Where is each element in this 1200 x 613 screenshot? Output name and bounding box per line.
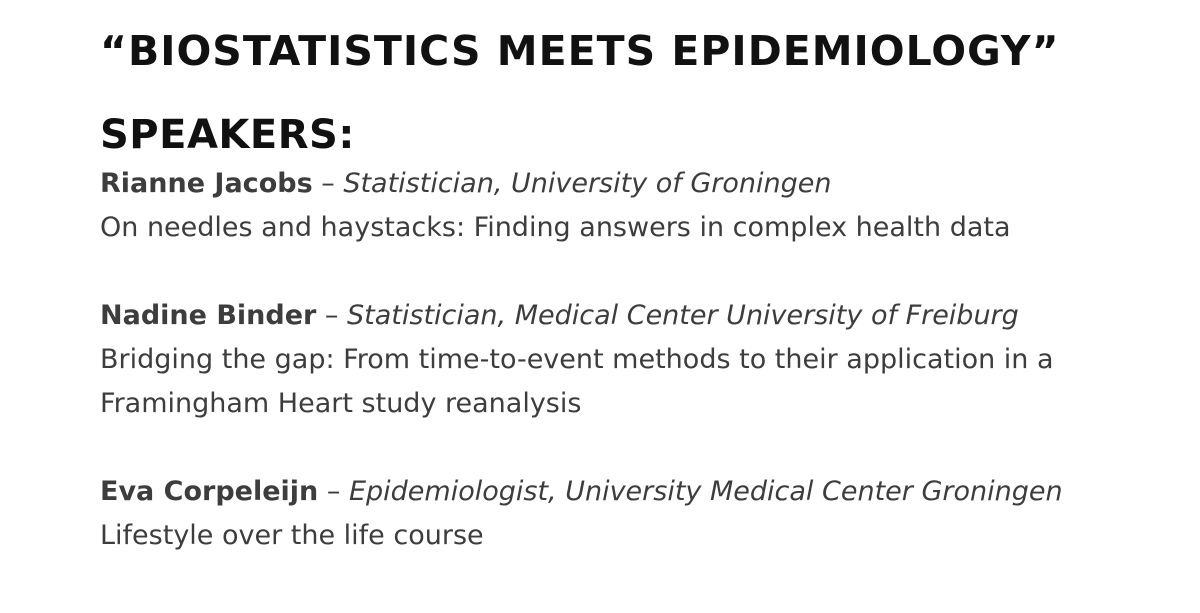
speaker-entry (100, 294, 1160, 426)
speaker-entry (100, 470, 1160, 558)
speaker-line (100, 294, 1160, 338)
speaker-name: Rianne Jacobs (100, 168, 313, 199)
speaker-entry (100, 162, 1160, 250)
speaker-separator: – (312, 168, 344, 199)
speaker-role: Statistician, Medical Center University of Freiburg (347, 300, 1019, 331)
speaker-name: Eva Corpeleijn (100, 476, 319, 507)
talk-title-line: Lifestyle over the life course (100, 520, 484, 551)
speaker-line (100, 162, 1160, 206)
speaker-role: Statistician, University of Groningen (343, 168, 832, 199)
speakers-heading: SPEAKERS: (100, 112, 355, 158)
event-announcement (100, 22, 1160, 558)
speaker-separator: – (318, 476, 349, 507)
talk-title-line: Framingham Heart study reanalysis (100, 388, 582, 419)
speaker-separator: – (316, 300, 348, 331)
talk-title-line: On needles and haystacks: Finding answers in complex health data (100, 212, 1011, 243)
event-title: “BIOSTATISTICS MEETS EPIDEMIOLOGY” (100, 27, 1060, 75)
speaker-role: Epidemiologist, University Medical Center Groningen (348, 476, 1063, 507)
speaker-name: Nadine Binder (100, 300, 317, 331)
speaker-list (100, 162, 1160, 558)
talk-title-line: Bridging the gap: From time-to-event methods to their application in a (100, 344, 1054, 375)
speaker-line (100, 470, 1160, 514)
